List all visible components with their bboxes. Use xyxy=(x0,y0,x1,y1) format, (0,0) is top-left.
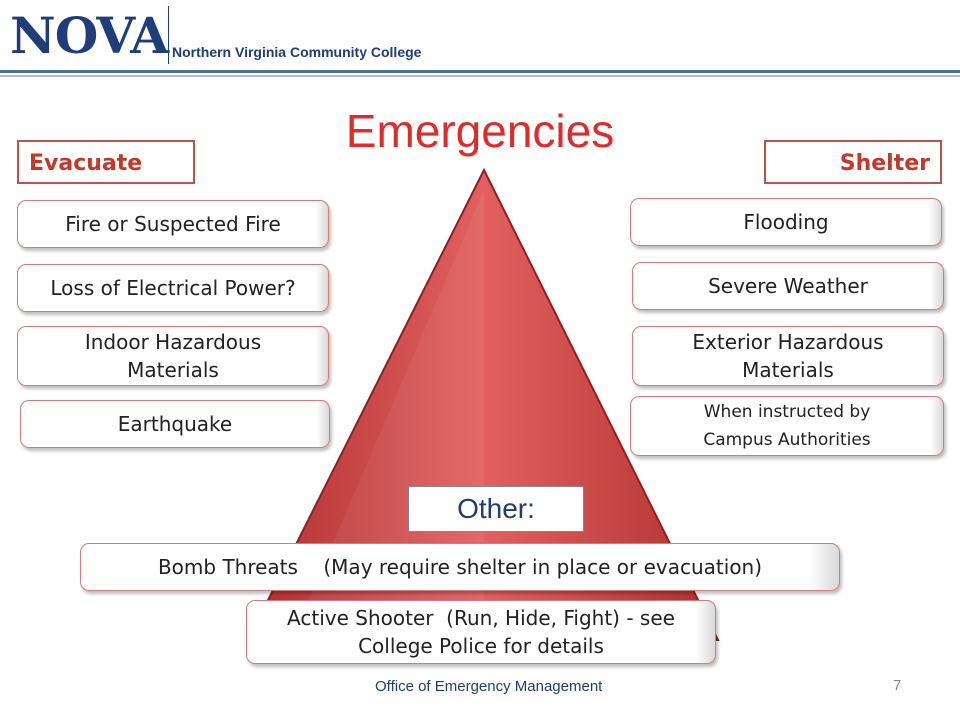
shelter-heading: Shelter xyxy=(764,140,942,184)
evacuate-item-label: Earthquake xyxy=(117,412,233,436)
page-title: Emergencies xyxy=(345,105,615,157)
evacuate-item-hazmat xyxy=(17,326,329,386)
college-name: Northern Virginia Community College xyxy=(172,44,422,60)
other-item-active-shooter xyxy=(246,600,716,664)
shelter-item-flooding xyxy=(630,198,942,246)
nova-logo: NOVA xyxy=(10,6,169,65)
other-item-label: Active Shooter (Run, Hide, Fight) - see College Police for details xyxy=(287,606,682,658)
shelter-item-weather xyxy=(632,262,944,310)
evacuate-item-label: Fire or Suspected Fire xyxy=(65,212,281,236)
footer-office: Office of Emergency Management xyxy=(375,678,603,695)
shelter-item-hazmat xyxy=(632,326,944,386)
evacuate-item-earthquake xyxy=(20,400,330,448)
shelter-item-label: Severe Weather xyxy=(708,274,868,298)
shelter-item-label: Flooding xyxy=(743,210,829,234)
evacuate-heading: Evacuate xyxy=(17,140,195,184)
evacuate-item-fire xyxy=(17,200,329,248)
shelter-item-label: When instructed by Campus Authorities xyxy=(703,402,871,450)
shelter-item-label: Exterior Hazardous Materials xyxy=(692,330,884,382)
other-heading: Other: xyxy=(408,486,584,532)
evacuate-item-power xyxy=(17,264,329,312)
other-item-bomb-threats xyxy=(80,543,840,591)
other-item-label: Bomb Threats (May require shelter in place or evacuation) xyxy=(157,555,763,579)
evacuate-item-label: Loss of Electrical Power? xyxy=(50,276,296,300)
shelter-item-authorities xyxy=(630,396,944,456)
page-number: 7 xyxy=(893,677,902,694)
evacuate-item-label: Indoor Hazardous Materials xyxy=(84,330,262,382)
